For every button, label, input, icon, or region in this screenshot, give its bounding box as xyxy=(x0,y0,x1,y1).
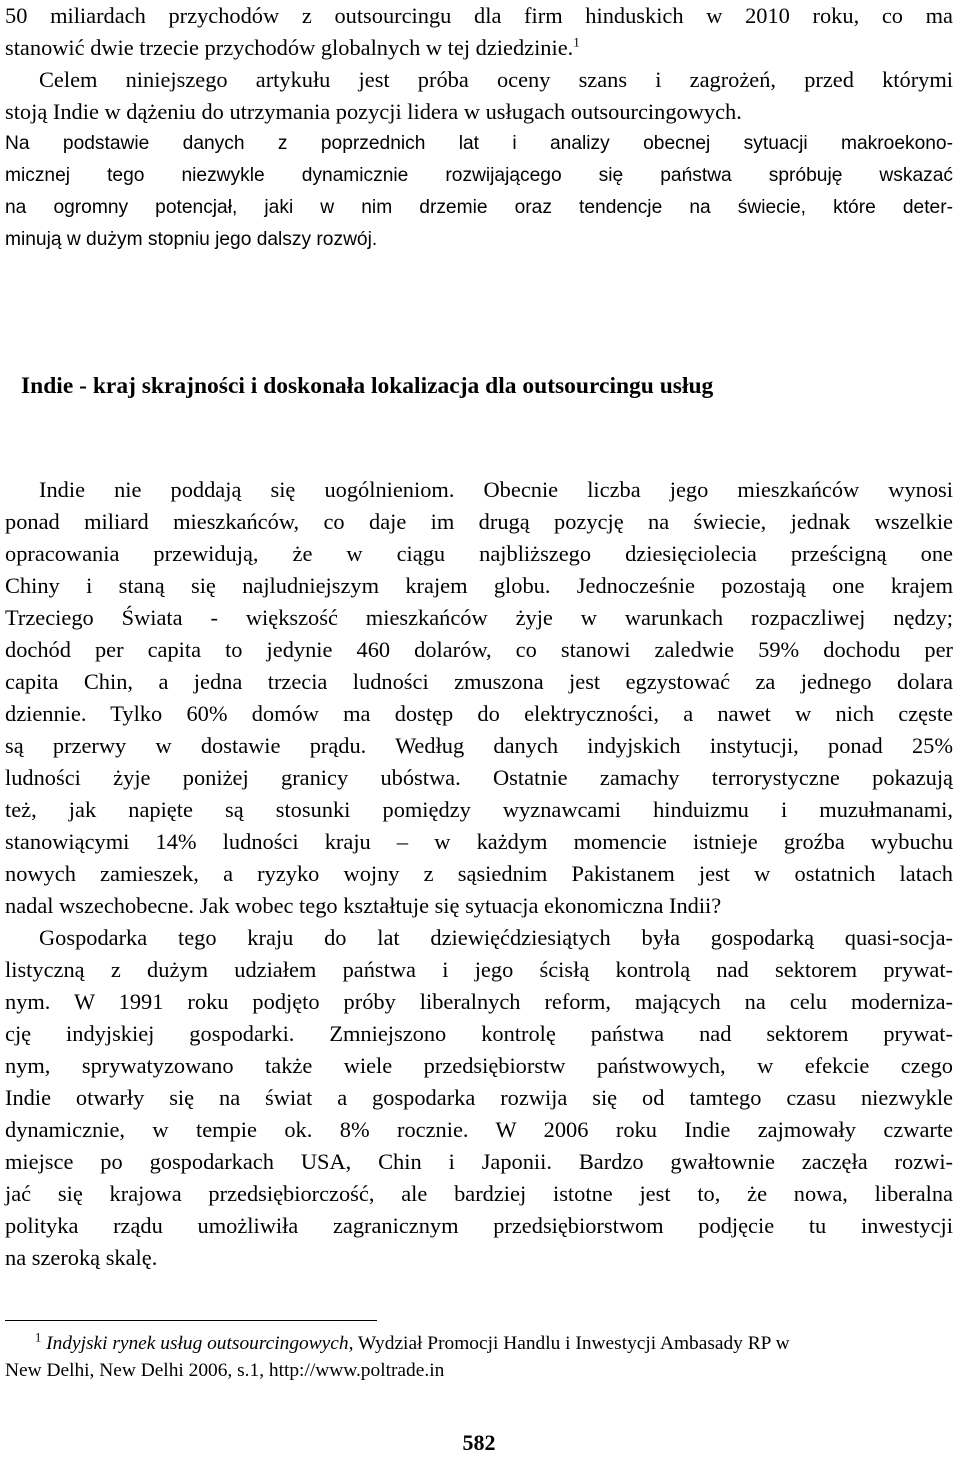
body2-line-2: listyczną z dużym udziałem państwa i jego ścisłą kontrolą nad sektorem prywat- xyxy=(5,957,953,982)
body1-line-3: opracowania przewidują, że w ciągu najbliższego dziesięciolecia prześcigną one xyxy=(5,541,953,566)
body2-line-9: jać się krajowa przedsiębiorczość, ale bardziej istotne jest to, że nowa, liberalna xyxy=(5,1181,953,1206)
body1-line-7: capita Chin, a jedna trzecia ludności zmuszona jest egzystować za jednego dolara xyxy=(5,669,953,694)
body2-line-10: polityka rządu umożliwiła zagranicznym przedsiębiorstwom podjęcie tu inwestycji xyxy=(5,1213,953,1238)
body1-line-6: dochód per capita to jedynie 460 dolarów, co stanowi zaledwie 59% dochodu per xyxy=(5,637,953,662)
body2-line-7: dynamicznie, w tempie ok. 8% rocznie. W 2006 roku Indie zajmowały czwarte xyxy=(5,1117,953,1142)
page-number: 582 xyxy=(462,1430,496,1455)
sans-line-3: na ogromny potencjał, jaki w nim drzemie oraz tendencje na świecie, które deter- xyxy=(5,197,953,218)
footnote-rest: , Wydział Promocji Handlu i Inwestycji Ambasady RP w xyxy=(348,1333,790,1354)
body2-line-5: nym, sprywatyzowano także wiele przedsiębiorstw państwowych, w efekcie czego xyxy=(5,1053,953,1078)
body1-line-11: też, jak napięte są stosunki pomiędzy wyznawcami hinduizmu i muzułmanami, xyxy=(5,797,953,822)
body1-line-14: nadal wszechobecne. Jak wobec tego kształtuje się sytuacja ekonomiczna Indii? xyxy=(5,893,722,918)
body1-line-12: stanowiącymi 14% ludności kraju – w każdym momencie istnieje groźba wybuchu xyxy=(5,829,953,854)
sans-line-2: micznej tego niezwykle dynamicznie rozwijającego się państwa spróbuję wskazać xyxy=(5,165,953,186)
footnote-reference[interactable]: 1 xyxy=(573,34,580,50)
intro-line-4: stoją Indie w dążeniu do utrzymania pozycji lidera w usługach outsourcingowych. xyxy=(5,99,742,124)
footnote-separator xyxy=(5,1320,377,1321)
body2-line-8: miejsce po gospodarkach USA, Chin i Japonii. Bardzo gwałtownie zaczęła rozwi- xyxy=(5,1149,953,1174)
body1-line-10: ludności żyje poniżej granicy ubóstwa. Ostatnie zamachy terrorystyczne pokazują xyxy=(5,765,953,790)
body1-line-5: Trzeciego Świata - większość mieszkańców żyje w warunkach rozpaczliwej nędzy; xyxy=(5,605,953,630)
footnote-title: Indyjski rynek usług outsourcingowych xyxy=(46,1333,349,1354)
body2-line-4: cję indyjskiej gospodarki. Zmniejszono kontrolę państwa nad sektorem prywat- xyxy=(5,1021,953,1046)
body1-line-9: są przerwy w dostawie prądu. Według danych indyjskich instytucji, ponad 25% xyxy=(5,733,953,758)
document-page xyxy=(5,0,953,1460)
body1-line-8: dziennie. Tylko 60% domów ma dostęp do elektryczności, a nawet w nich częste xyxy=(5,701,953,726)
body1-line-4: Chiny i staną się najludniejszym krajem globu. Jednocześnie pozostają one krajem xyxy=(5,573,953,598)
intro-line-3: Celem niniejszego artykułu jest próba oceny szans i zagrożeń, przed którymi xyxy=(39,67,953,92)
sans-line-4: minują w dużym stopniu jego dalszy rozwój. xyxy=(5,229,378,250)
body1-line-1: Indie nie poddają się uogólnieniom. Obecnie liczba jego mieszkańców wynosi xyxy=(39,477,953,502)
body1-line-2: ponad miliard mieszkańców, co daje im drugą pozycję na świecie, jednak wszelkie xyxy=(5,509,953,534)
section-heading: Indie - kraj skrajności i doskonała lokalizacja dla outsourcingu usług xyxy=(21,373,714,399)
intro-line-2 xyxy=(5,32,953,64)
intro-line-2-text: stanowić dwie trzecie przychodów globalnych w tej dziedzinie. xyxy=(5,35,574,60)
footnote-line-1 xyxy=(35,1330,790,1358)
footnote-number: 1 xyxy=(35,1330,42,1345)
sans-line-1: Na podstawie danych z poprzednich lat i analizy obecnej sytuacji makroekono- xyxy=(5,133,953,154)
intro-line-1: 50 miliardach przychodów z outsourcingu dla firm hinduskich w 2010 roku, co ma xyxy=(5,3,953,28)
body2-line-3: nym. W 1991 roku podjęto próby liberalnych reform, mających na celu modernizа- xyxy=(5,989,953,1014)
body2-line-6: Indie otwarły się na świat a gospodarka rozwija się od tamtego czasu niezwykle xyxy=(5,1085,953,1110)
body2-line-11: na szeroką skalę. xyxy=(5,1245,158,1270)
footnote-line-2: New Delhi, New Delhi 2006, s.1, http://www.poltrade.in xyxy=(5,1360,445,1381)
body2-line-1: Gospodarka tego kraju do lat dziewięćdziesiątych była gospodarką quasi-socja- xyxy=(39,925,953,950)
body1-line-13: nowych zamieszek, a ryzyko wojny z sąsiednim Pakistanem jest w ostatnich latach xyxy=(5,861,953,886)
